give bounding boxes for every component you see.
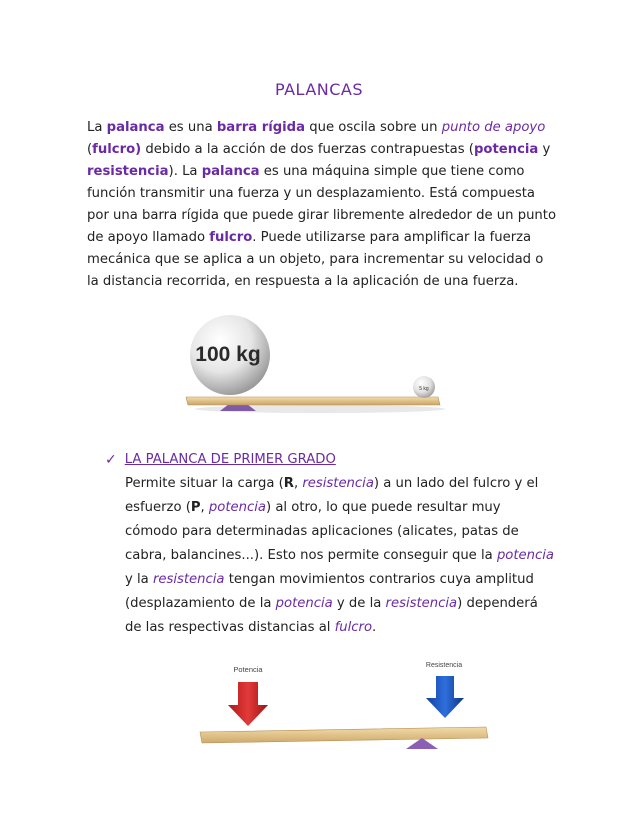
intro-text: que oscila sobre un <box>305 120 442 135</box>
intro-text: y <box>538 142 551 157</box>
term-potencia: potencia <box>496 548 555 563</box>
section-text: ) al otro, lo que puede resultar muy cómodo para determinadas aplicaciones (alicates, patas de cabra, balancines...). Esto nos permite conseguir que la <box>125 500 519 563</box>
checkmark-icon: ✓ <box>105 452 117 468</box>
lever-plank <box>186 397 440 405</box>
first-class-lever-illustration <box>196 655 496 765</box>
term-palanca: palanca <box>201 164 260 179</box>
term-punto-de-apoyo: punto de apoyo <box>441 120 546 135</box>
term-palanca: palanca <box>106 120 165 135</box>
intro-text: es una máquina simple que tiene como función transmitir una fuerza y un desplazamiento. Está compuesta por una barra rígida que puede girar libremente alrededor de un punto de apoyo llamado <box>87 164 557 245</box>
term-fulcro: fulcro) <box>92 142 142 157</box>
section-text: ) a un lado del fulcro y el esfuerzo ( <box>125 476 539 515</box>
section-text: , <box>293 476 303 491</box>
term-resistencia: resistencia <box>87 164 169 179</box>
intro-text: es una <box>164 120 217 135</box>
intro-text: . Puede utilizarse para amplificar la fuerza mecánica que se aplica a un objeto, para incrementar su velocidad o la distancia recorrida, en respuesta a la aplicación de una fuerza. <box>87 230 544 289</box>
page-title: PALANCAS <box>274 80 364 99</box>
section-text: . <box>372 620 377 635</box>
term-potencia: potencia <box>208 500 266 515</box>
lever-balls-illustration <box>180 315 450 415</box>
light-ball-label: 5 kg <box>419 386 429 392</box>
intro-text: La <box>87 120 107 135</box>
resistencia-label: Resistencia <box>425 662 463 669</box>
term-fulcro: fulcro <box>334 620 373 635</box>
section-text: , <box>200 500 209 515</box>
term-resistencia: resistencia <box>152 572 225 587</box>
section-text: ) dependerá de las respectivas distancias al <box>125 596 538 635</box>
intro-text: ( <box>87 142 93 157</box>
section-text: y de la <box>332 596 386 611</box>
term-resistencia: resistencia <box>302 476 374 491</box>
term-resistencia: resistencia <box>385 596 458 611</box>
term-potencia: potencia <box>473 142 539 157</box>
term-fulcro: fulcro <box>209 230 253 245</box>
lever-plank <box>200 727 488 743</box>
section-text: tengan movimientos contrarios cuya amplitud (desplazamiento de la <box>125 572 534 611</box>
potencia-label: Potencia <box>233 665 263 674</box>
potencia-arrow <box>228 682 268 726</box>
section-text: y la <box>125 572 153 587</box>
section-heading <box>105 448 555 472</box>
section-title: LA PALANCA DE PRIMER GRADO <box>124 452 336 467</box>
section-paragraph <box>125 472 555 640</box>
intro-paragraph <box>87 117 557 293</box>
term-potencia: potencia <box>275 596 333 611</box>
fulcrum-triangle <box>406 738 438 749</box>
intro-text: ). La <box>168 164 202 179</box>
heavy-ball-label: 100 kg <box>195 343 261 366</box>
term-barra-rigida: barra rígida <box>216 120 306 135</box>
intro-text: debido a la acción de dos fuerzas contrapuestas ( <box>141 142 474 157</box>
first-class-lever-section <box>105 448 555 640</box>
term-R: R <box>283 476 294 491</box>
section-text: Permite situar la carga ( <box>125 476 284 491</box>
term-P: P <box>190 500 201 515</box>
resistencia-arrow <box>426 676 464 718</box>
